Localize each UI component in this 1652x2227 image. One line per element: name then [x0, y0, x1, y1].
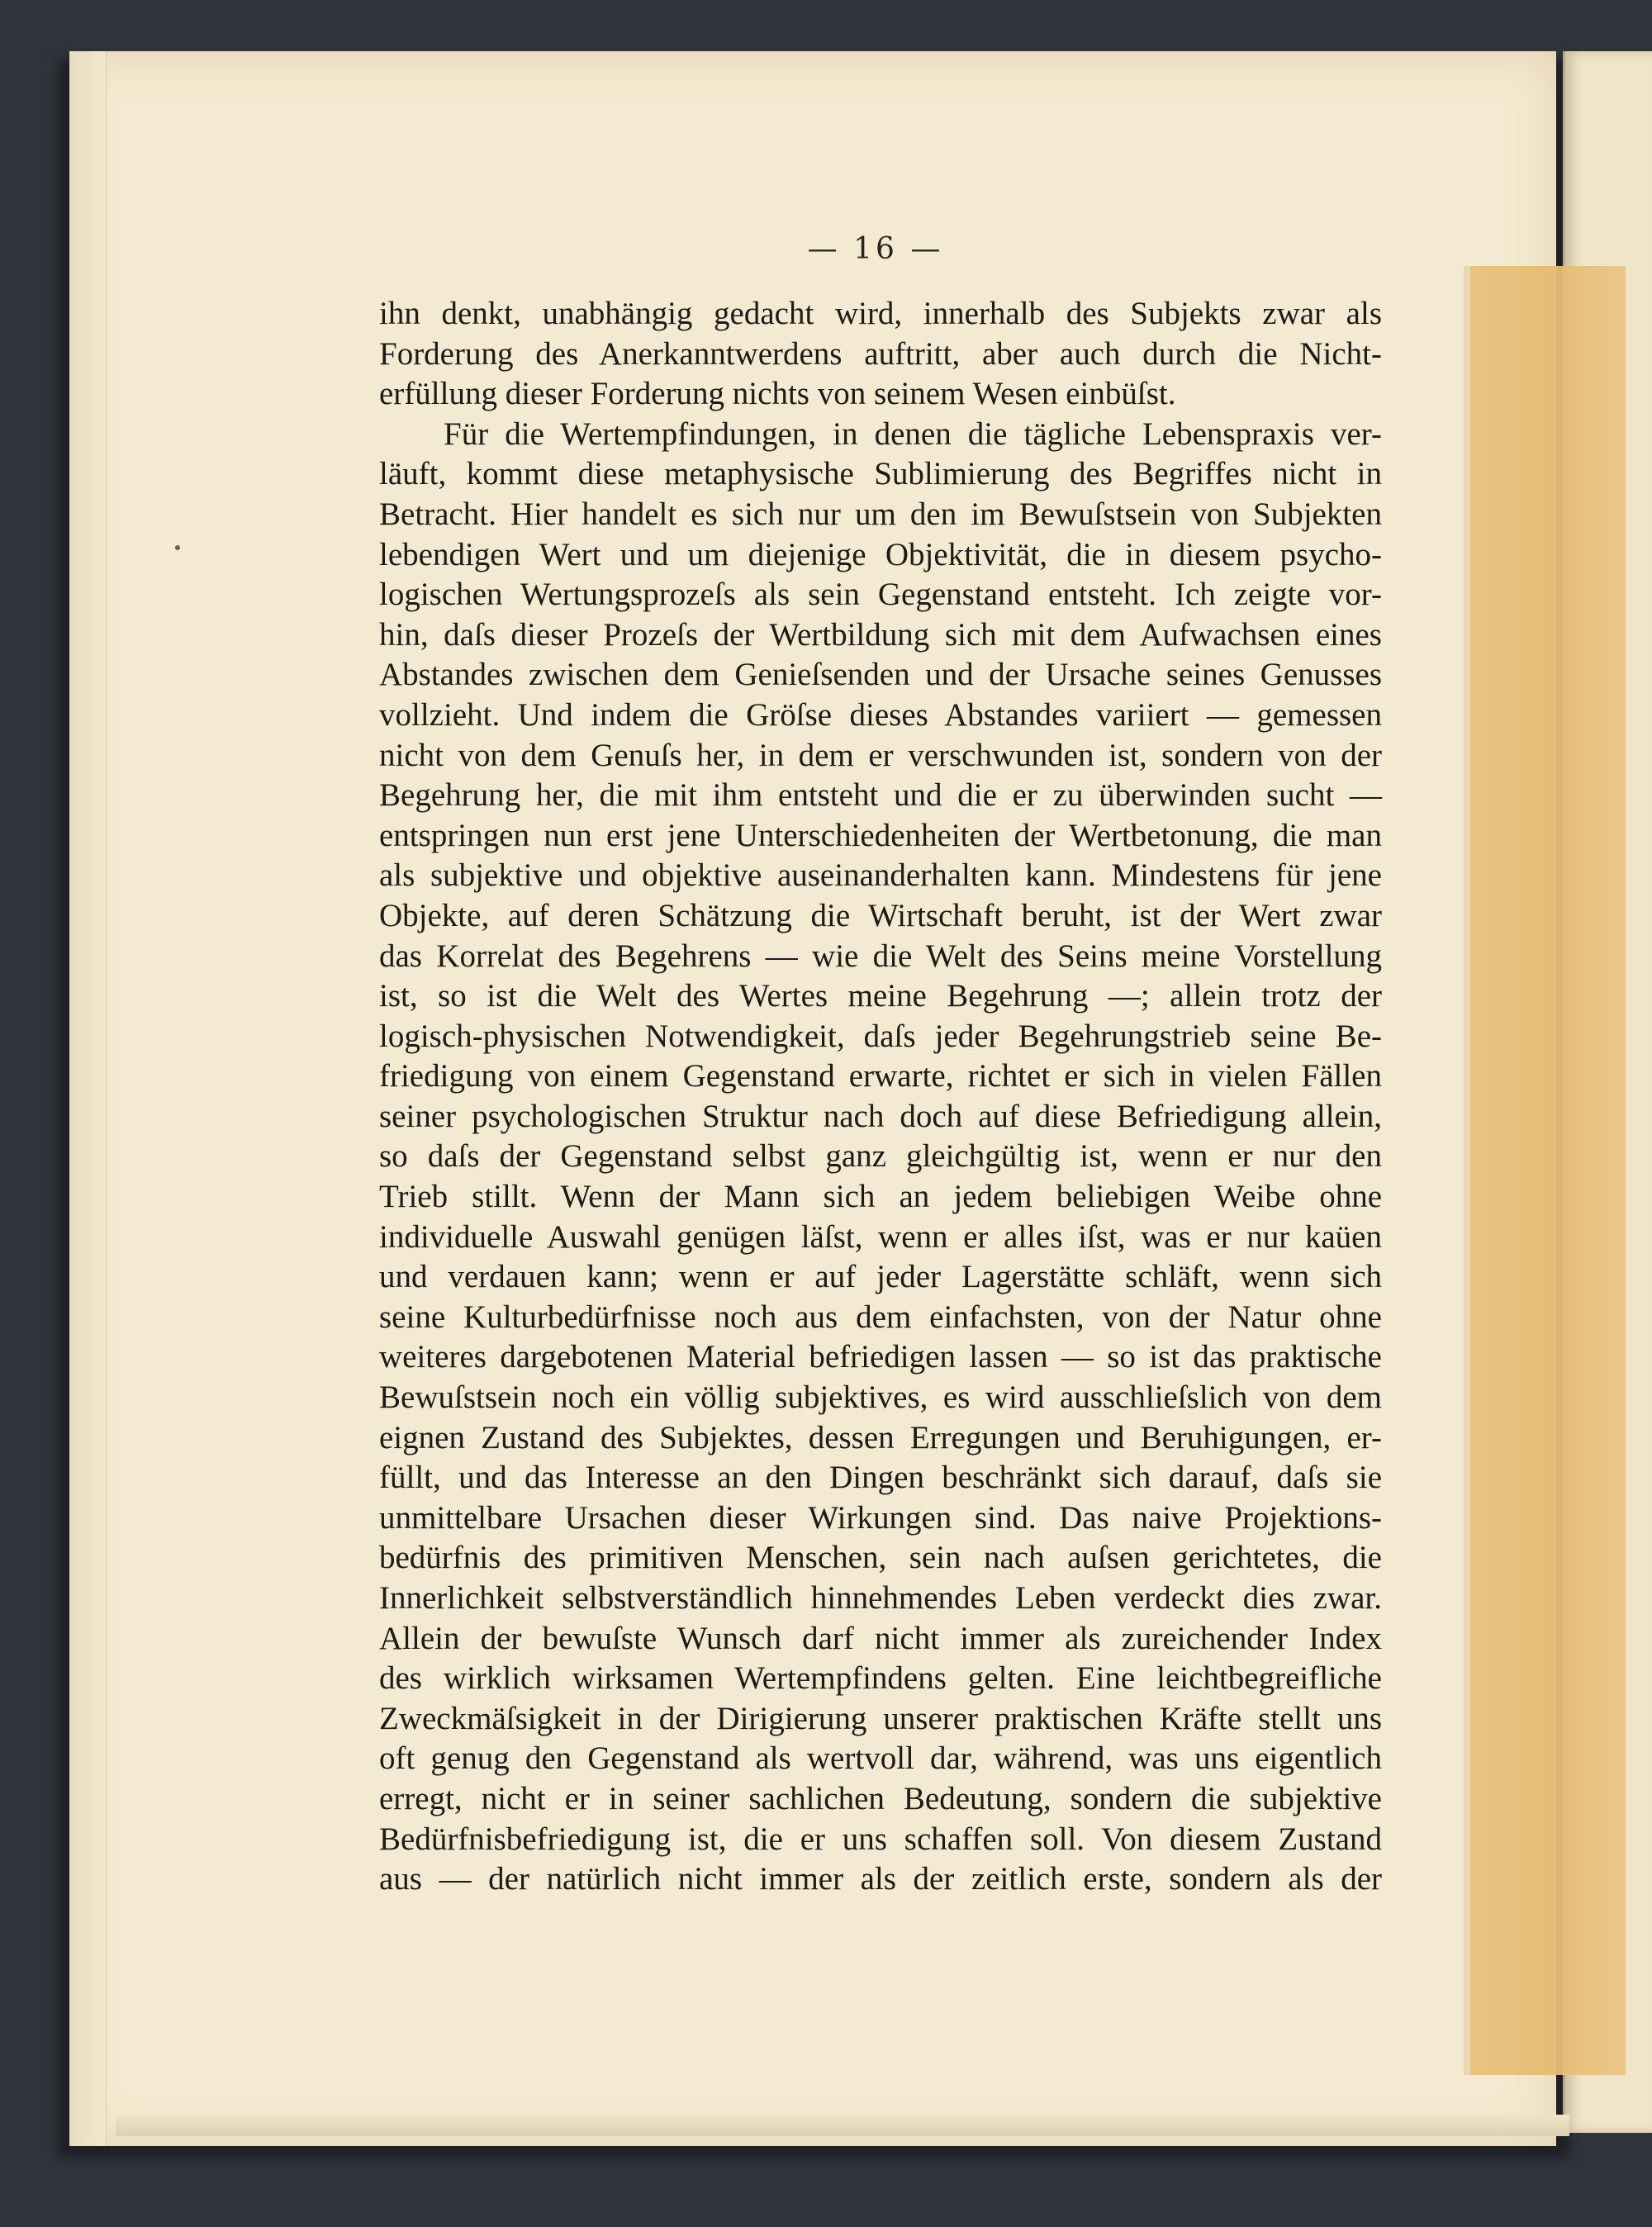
text-line: Für die Wertempfindungen, in denen die tägliche Lebenspraxis ver-	[444, 415, 1382, 452]
text-line: Abstandes zwischen dem Genieſsenden und der Ursache seines Genusses	[379, 657, 1382, 693]
page-bottom-edge	[116, 2115, 1569, 2136]
text-line: nicht von dem Genuſs her, in dem er verschwunden ist, sondern von der	[379, 737, 1382, 773]
text-line: ist, so ist die Welt des Wertes meine Begehrung —; allein trotz der	[379, 978, 1382, 1014]
text-line: erfüllung dieser Forderung nichts von seinem Wesen einbüſst.	[379, 376, 1176, 412]
paper-speck	[175, 545, 180, 550]
repair-tape-strip	[1470, 266, 1626, 2075]
text-line: Forderung des Anerkanntwerdens auftritt, aber auch durch die Nicht-	[379, 335, 1382, 372]
text-line: füllt, und das Interesse an den Dingen beschränkt sich darauf, daſs sie	[379, 1460, 1382, 1496]
text-line: weiteres dargebotenen Material befriedigen lassen — so ist das praktische	[379, 1339, 1382, 1375]
text-line: Betracht. Hier handelt es sich nur um den im Bewuſstsein von Subjekten	[379, 496, 1382, 532]
text-line: läuft, kommt diese metaphysische Sublimierung des Begriffes nicht in	[379, 456, 1382, 492]
text-line: vollzieht. Und indem die Gröſse dieses Abstandes variiert — gemessen	[379, 696, 1382, 733]
text-line: Allein der bewuſste Wunsch darf nicht immer als zureichender Index	[379, 1620, 1382, 1656]
text-line: erregt, nicht er in seiner sachlichen Bedeutung, sondern die subjektive	[379, 1780, 1382, 1816]
text-line: individuelle Auswahl genügen läſst, wenn er alles iſst, was er nur kaüen	[379, 1218, 1382, 1255]
text-line: friedigung von einem Gegenstand erwarte, richtet er sich in vielen Fällen	[379, 1058, 1382, 1095]
text-line: bedürfnis des primitiven Menschen, sein nach auſsen gerichtetes, die	[379, 1540, 1382, 1576]
text-line: Begehrung her, die mit ihm entsteht und die er zu überwinden sucht —	[379, 777, 1382, 814]
text-line: ihn denkt, unabhängig gedacht wird, innerhalb des Subjekts zwar als	[379, 296, 1382, 331]
body-text	[379, 294, 1382, 1900]
text-line: unmittelbare Ursachen dieser Wirkungen sind. Das naive Projektions-	[379, 1499, 1382, 1536]
text-line: logischen Wertungsprozeſs als sein Gegenstand entsteht. Ich zeigte vor-	[379, 577, 1382, 613]
text-line: logisch-physischen Notwendigkeit, daſs jeder Begehrungstrieb seine Be-	[379, 1018, 1382, 1054]
text-line: aus — der natürlich nicht immer als der zeitlich erste, sondern als der	[379, 1861, 1382, 1897]
text-line: Innerlichkeit selbstverständlich hinnehmendes Leben verdeckt dies zwar.	[379, 1580, 1382, 1616]
page-number: — 16 —	[807, 232, 944, 266]
text-line: lebendigen Wert und um diejenige Objektivität, die in diesem psycho-	[379, 536, 1382, 572]
text-line: hin, daſs dieser Prozeſs der Wertbildung sich mit dem Aufwachsen eines	[379, 616, 1382, 653]
text-line: seiner psychologischen Struktur nach doch auf diese Befriedigung allein,	[379, 1098, 1382, 1134]
text-line: so daſs der Gegenstand selbst ganz gleichgültig ist, wenn er nur den	[379, 1138, 1382, 1175]
page-gutter	[69, 51, 107, 2146]
text-line: das Korrelat des Begehrens — wie die Welt des Seins meine Vorstellung	[379, 938, 1382, 974]
text-line: oft genug den Gegenstand als wertvoll dar, während, was uns eigentlich	[379, 1740, 1382, 1777]
text-line: Bewuſstsein noch ein völlig subjektives, es wird ausschlieſslich von dem	[379, 1379, 1382, 1416]
text-line: Bedürfnisbefriedigung ist, die er uns schaffen soll. Von diesem Zustand	[379, 1821, 1382, 1857]
text-line: und verdauen kann; wenn er auf jeder Lagerstätte schläft, wenn sich	[379, 1259, 1382, 1295]
text-line: entspringen nun erst jene Unterschiedenheiten der Wertbetonung, die man	[379, 817, 1382, 853]
text-line: als subjektive und objektive auseinanderhalten kann. Mindestens für jene	[379, 857, 1382, 894]
text-line: des wirklich wirksamen Wertempfindens gelten. Eine leichtbegreifliche	[379, 1660, 1382, 1697]
text-line: Zweckmäſsigkeit in der Dirigierung unserer praktischen Kräfte stellt uns	[379, 1700, 1382, 1736]
text-line: seine Kulturbedürfnisse noch aus dem einfachsten, von der Natur ohne	[379, 1299, 1382, 1335]
text-line: Trieb stillt. Wenn der Mann sich an jedem beliebigen Weibe ohne	[379, 1179, 1382, 1215]
text-line: eignen Zustand des Subjektes, dessen Erregungen und Beruhigungen, er-	[379, 1419, 1382, 1455]
text-line: Objekte, auf deren Schätzung die Wirtschaft beruht, ist der Wert zwar	[379, 897, 1382, 933]
